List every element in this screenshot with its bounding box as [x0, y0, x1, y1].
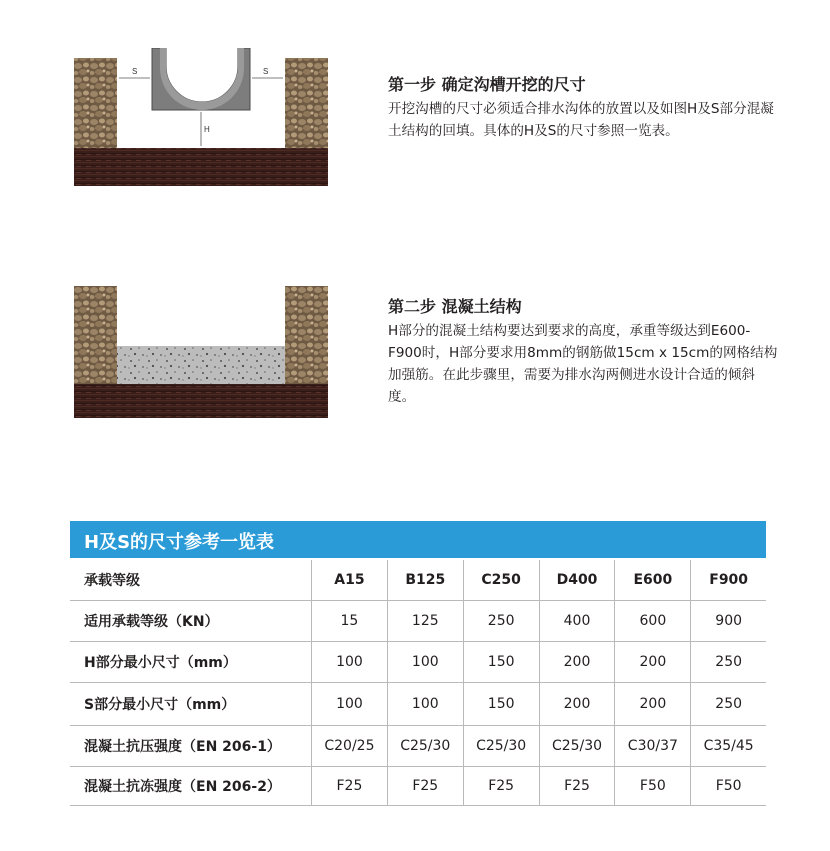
table-cell: 100	[387, 682, 463, 725]
table-row	[70, 725, 766, 766]
step1-body: 开挖沟槽的尺寸必须适合排水沟体的放置以及如图H及S部分混凝土结构的回填。具体的H及S的尺寸参照一览表。	[388, 101, 774, 139]
right-gravel-wall	[285, 58, 328, 148]
table-cell: 600	[615, 600, 691, 641]
table-cell: 125	[387, 600, 463, 641]
table-cell: 200	[615, 682, 691, 725]
table-cell: 15	[312, 600, 388, 641]
table-row	[70, 600, 766, 641]
table-cell: C25/30	[539, 725, 615, 766]
soil-base	[74, 384, 328, 418]
table-cell: 100	[312, 682, 388, 725]
table-cell: 250	[691, 682, 766, 725]
trench-excavation-illustration	[74, 48, 328, 186]
table-row	[70, 641, 766, 682]
left-gravel-wall	[74, 286, 117, 384]
table-cell: F50	[615, 766, 691, 805]
step2-body: H部分的混凝土结构要达到要求的高度，承重等级达到E600-F900时，H部分要求用8mm的钢筋做15cm x 15cm的网格结构加强筋。在此步骤里，需要为排水沟两侧进水设计合适的倾斜度。	[388, 323, 778, 405]
table-cell: C35/45	[691, 725, 766, 766]
table-cell: 100	[312, 641, 388, 682]
table-cell: 400	[539, 600, 615, 641]
header-cell: F900	[691, 560, 766, 600]
table-cell: F25	[539, 766, 615, 805]
table-cell: 250	[463, 600, 539, 641]
table-cell: 200	[539, 641, 615, 682]
table-cell: 200	[615, 641, 691, 682]
header-cell: B125	[387, 560, 463, 600]
table-cell: 900	[691, 600, 766, 641]
header-cell: 承载等级	[70, 560, 312, 600]
table-cell: F25	[387, 766, 463, 805]
table-title: H及S的尺寸参考一览表	[84, 532, 275, 553]
row-label: S部分最小尺寸（mm）	[70, 682, 312, 725]
table-cell: 100	[387, 641, 463, 682]
step1-title: 第一步 确定沟槽开挖的尺寸	[388, 75, 586, 94]
row-label: H部分最小尺寸（mm）	[70, 641, 312, 682]
table-cell: F50	[691, 766, 766, 805]
table-cell: F25	[463, 766, 539, 805]
right-gravel-wall	[285, 286, 328, 384]
header-cell: D400	[539, 560, 615, 600]
soil-base	[74, 148, 328, 186]
table-cell: C25/30	[463, 725, 539, 766]
s-right-label: S	[263, 67, 269, 76]
header-cell: A15	[312, 560, 388, 600]
table-cell: 150	[463, 682, 539, 725]
table-cell: F25	[312, 766, 388, 805]
step2-title: 第二步 混凝土结构	[388, 297, 522, 316]
row-label: 适用承载等级（KN）	[70, 600, 312, 641]
row-label: 混凝土抗压强度（EN 206-1）	[70, 725, 312, 766]
table-cell: C25/30	[387, 725, 463, 766]
table-cell: C20/25	[312, 725, 388, 766]
row-label: 混凝土抗冻强度（EN 206-2）	[70, 766, 312, 805]
header-cell: C250	[463, 560, 539, 600]
table-row	[70, 682, 766, 725]
table-cell: 150	[463, 641, 539, 682]
table-cell: C30/37	[615, 725, 691, 766]
concrete-base	[117, 346, 285, 384]
table-cell: 250	[691, 641, 766, 682]
concrete-structure-illustration	[74, 286, 328, 418]
s-left-label: S	[132, 67, 138, 76]
table-cell: 200	[539, 682, 615, 725]
header-cell: E600	[615, 560, 691, 600]
left-gravel-wall	[74, 58, 117, 148]
reference-table	[70, 560, 766, 806]
table-title-bar	[70, 521, 766, 558]
h-label: H	[204, 125, 210, 134]
table-header-row	[70, 560, 766, 600]
table-row	[70, 766, 766, 805]
